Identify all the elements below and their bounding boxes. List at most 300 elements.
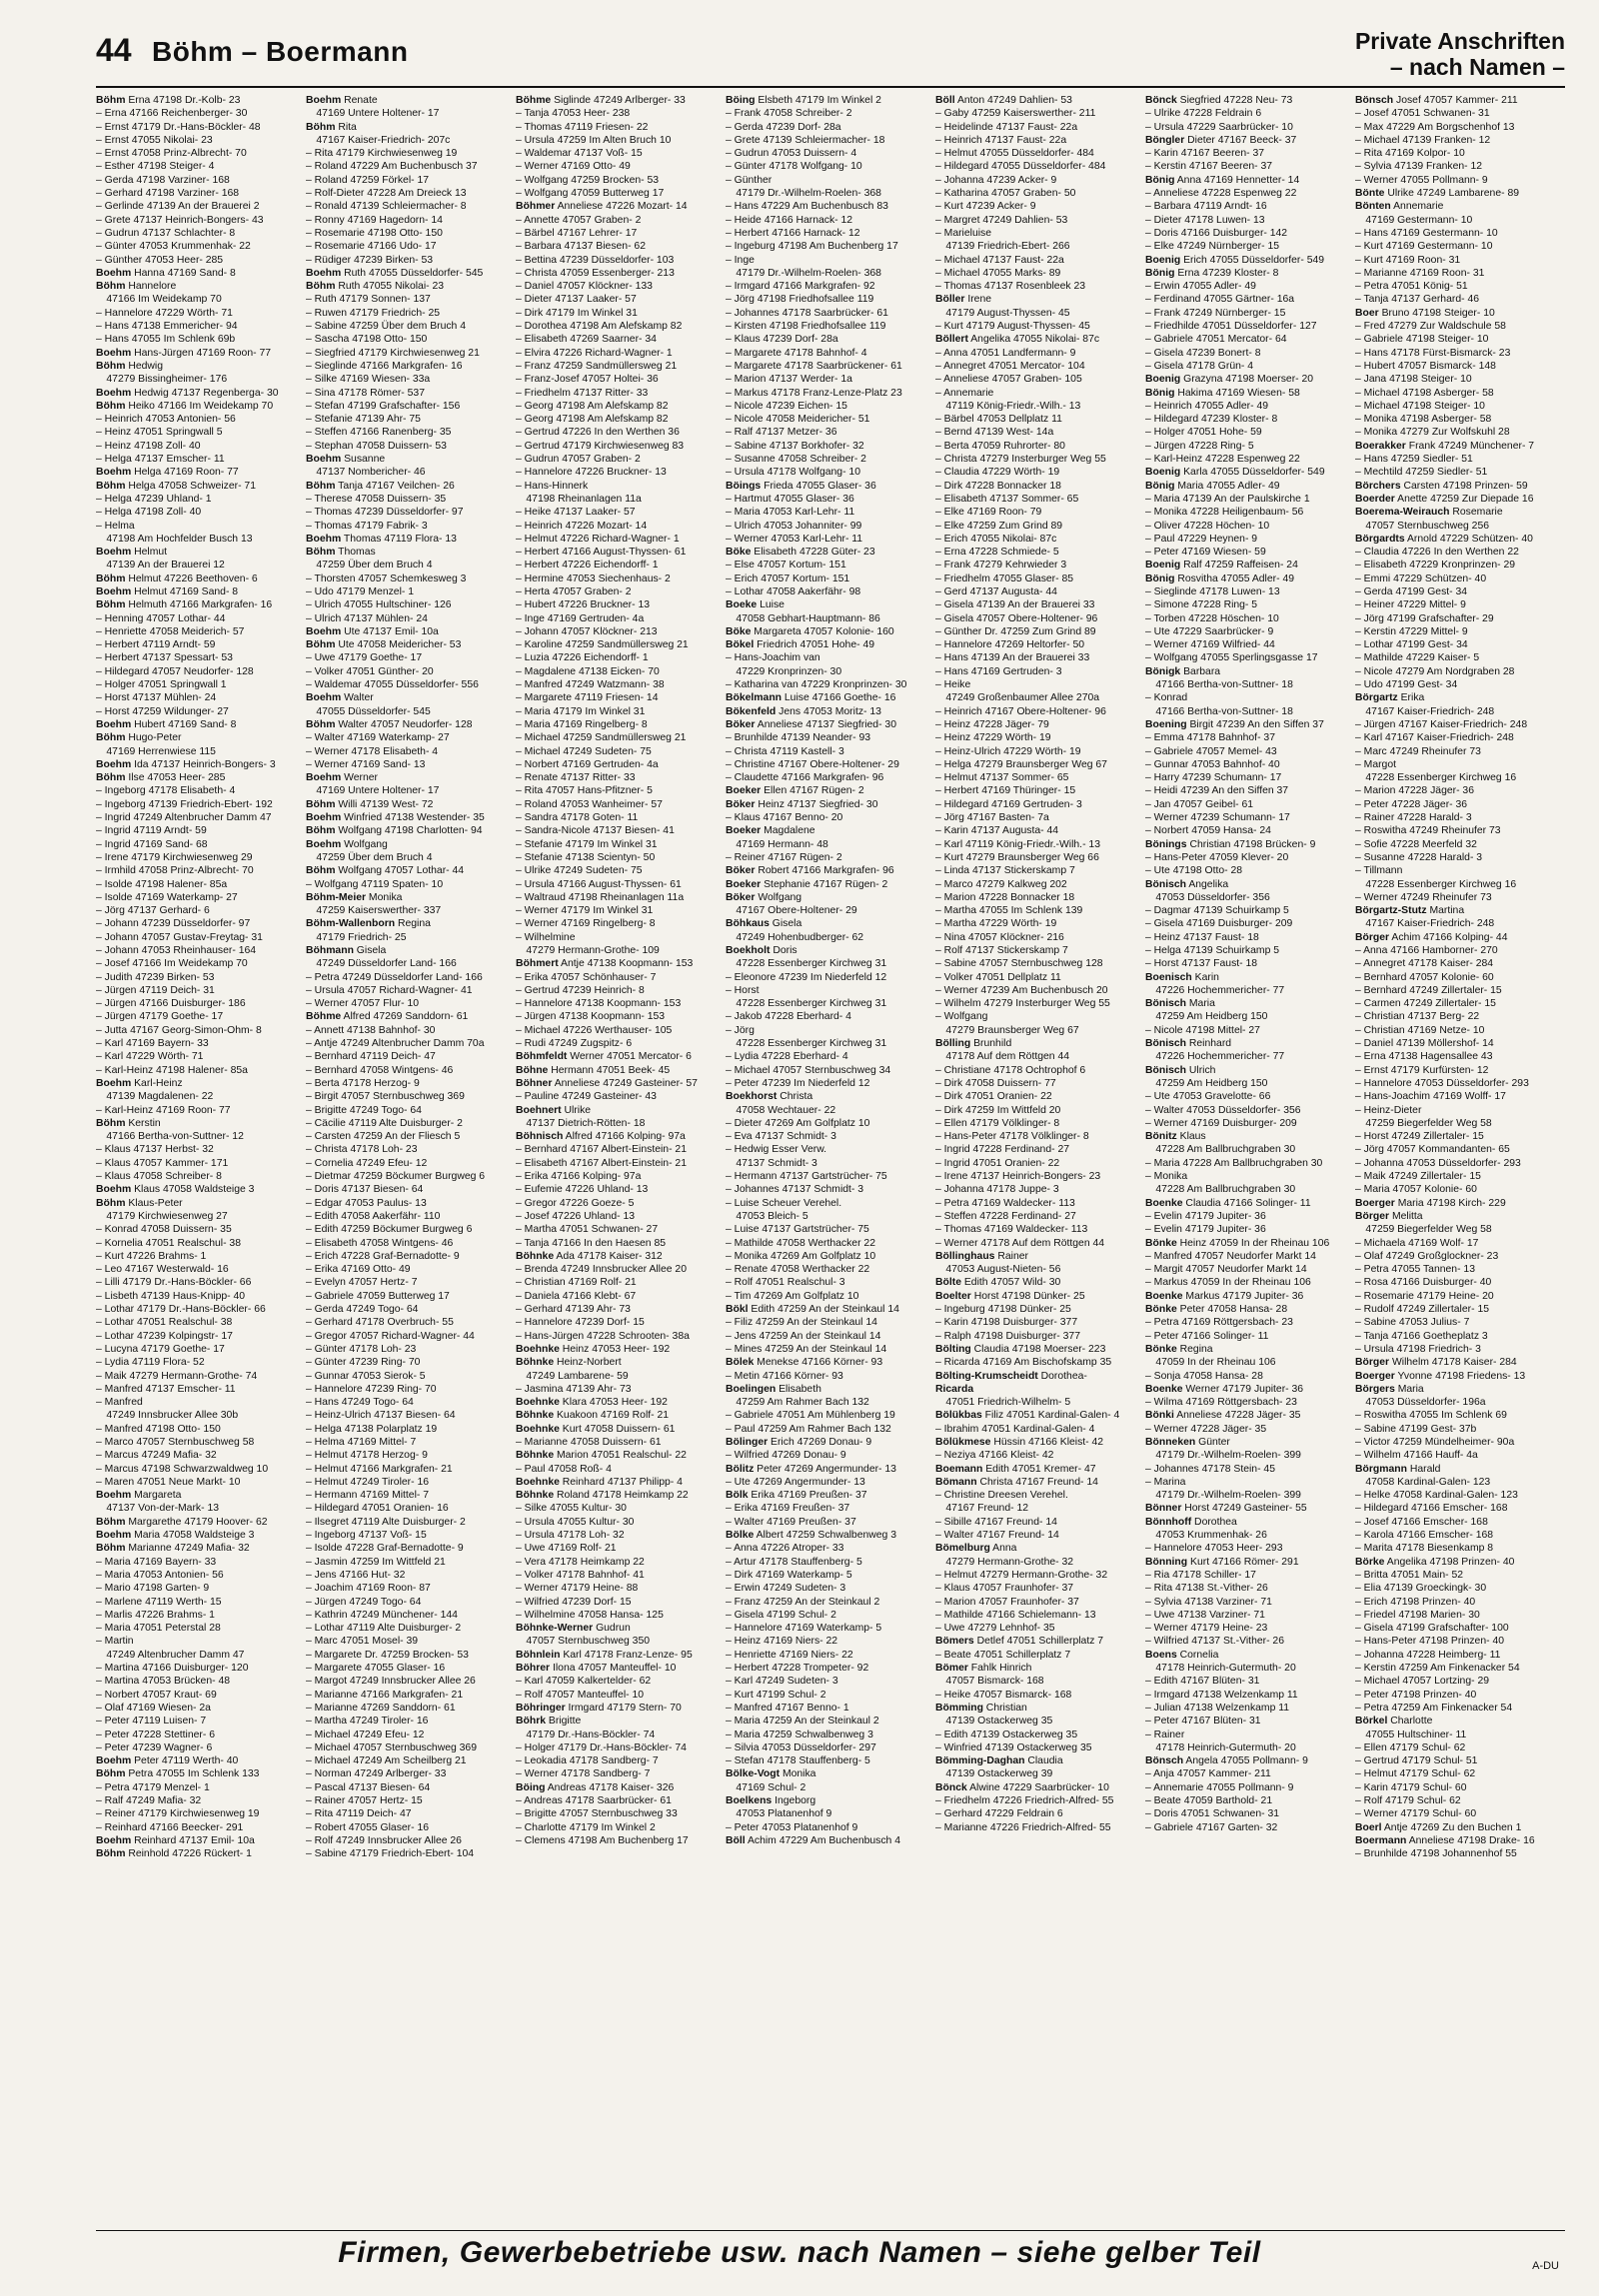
directory-entry: Böhkaus Gisela [726, 918, 802, 930]
directory-entry: – Waltraud 47198 Rheinanlagen 11a [516, 891, 685, 903]
directory-entry: – Hartmut 47055 Glaser- 36 [726, 493, 854, 505]
directory-entry: Boerl Antje 47269 Zu den Buchen 1 [1355, 1821, 1522, 1833]
directory-entry: – Dirk 47058 Duissern- 77 [935, 1077, 1056, 1089]
directory-entry: Boehm Helmut [96, 547, 168, 559]
directory-entry: 47057 Bismarck- 168 [935, 1676, 1044, 1688]
directory-entry: – Reinhard 47166 Beecker- 291 [96, 1821, 244, 1833]
directory-entry: – Michael 47139 Franken- 12 [1355, 134, 1491, 146]
directory-entry: – Charlotte 47179 Im Winkel 2 [516, 1821, 656, 1833]
directory-entry: Böhm Ilse 47053 Heer- 285 [96, 772, 226, 784]
directory-entry: 47169 Untere Holtener- 17 [306, 785, 440, 797]
directory-entry: – Günter 47239 Ring- 70 [306, 1357, 421, 1369]
directory-entry: – Vera 47178 Heimkamp 22 [516, 1556, 645, 1568]
directory-entry: – Monika 47198 Asberger- 58 [1355, 414, 1492, 426]
directory-entry: Böing Elsbeth 47179 Im Winkel 2 [726, 95, 881, 106]
directory-entry: – Kurt 47169 Gestermann- 10 [1355, 241, 1493, 253]
directory-entry: – Hans 47259 Siedler- 51 [1355, 454, 1473, 466]
directory-entry: – Roswitha 47055 Im Schlenk 69 [1355, 1410, 1507, 1422]
directory-entry: 47228 Am Ballbruchgraben 30 [1145, 1144, 1296, 1156]
directory-entry: 47228 Essenberger Kirchweg 31 [726, 958, 887, 970]
directory-entry: – Brunhilde 47139 Neander- 93 [726, 732, 870, 744]
directory-entry: Böhnke Kuakoon 47169 Rolf- 21 [516, 1410, 670, 1422]
directory-entry: 47179 Dr.-Wilhelm-Roelen- 399 [1145, 1450, 1301, 1462]
directory-entry: – Heinz 47169 Niers- 22 [726, 1636, 838, 1648]
directory-entry: – Franz 47259 An der Steinkaul 2 [726, 1596, 880, 1608]
directory-entry: – Nina 47057 Klöckner- 216 [935, 931, 1064, 943]
directory-column-3 [516, 94, 716, 2228]
directory-entry: – Leo 47167 Westerwald- 16 [96, 1264, 229, 1276]
directory-entry: Bömming-Daghan Claudia [935, 1755, 1063, 1767]
directory-entry: – Barbara 47137 Biesen- 62 [516, 241, 646, 253]
directory-entry: – Helmut 47137 Sommer- 65 [935, 772, 1069, 784]
directory-entry: – Marianne 47269 Sanddorn- 61 [306, 1702, 456, 1714]
directory-entry: – Martin [96, 1636, 134, 1648]
directory-entry: – Gabriele 47051 Am Mühlenberg 19 [726, 1410, 895, 1422]
directory-entry: 47053 Krummenhak- 26 [1145, 1530, 1267, 1542]
directory-entry: – Dagmar 47139 Schuirkamp 5 [1145, 905, 1289, 917]
directory-entry: – Margarete 47178 Saarbrückener- 61 [726, 360, 902, 372]
directory-entry: – Werner 47169 Wilfried- 44 [1145, 639, 1275, 651]
directory-entry: – Hannelore 47239 Dorf- 15 [516, 1317, 645, 1329]
directory-entry: – Kornelia 47051 Realschul- 38 [96, 1237, 241, 1249]
directory-entry: – Jan 47057 Geibel- 61 [1145, 798, 1254, 810]
directory-entry: – Heide 47166 Harnack- 12 [726, 214, 853, 226]
directory-entry: – Horst [726, 984, 760, 996]
directory-entry: – Peter 47167 Blüten- 31 [1145, 1716, 1261, 1727]
directory-entry: – Walter 47167 Freund- 14 [935, 1530, 1059, 1542]
directory-entry: – Wolfgang [935, 1011, 988, 1023]
directory-entry: 47167 Kaiser-Friedrich- 248 [1355, 705, 1495, 717]
directory-entry: – Rosemarie 47179 Heine- 20 [1355, 1290, 1494, 1302]
directory-entry: – Margarete Dr. 47259 Brocken- 53 [306, 1649, 469, 1661]
directory-entry: – Rudi 47249 Zugspitz- 6 [516, 1038, 633, 1050]
directory-entry: Boehm Ute 47137 Emil- 10a [306, 625, 439, 637]
directory-entry: – Susanne 47228 Harald- 3 [1355, 851, 1483, 863]
directory-entry: – Ursula 47259 Im Alten Bruch 10 [516, 134, 672, 146]
directory-entry: – Hannelore 47229 Wörth- 71 [96, 307, 233, 319]
directory-entry: Börgers Maria [1355, 1383, 1424, 1395]
directory-entry: – Gunnar 47053 Sierok- 5 [306, 1370, 426, 1382]
directory-entry: Boehm Renate [306, 95, 378, 106]
directory-entry: Boehm Hans-Jürgen 47169 Roon- 77 [96, 347, 272, 359]
directory-entry: 47139 Friedrich-Ebert- 266 [935, 241, 1070, 253]
directory-entry: – Jörg 47137 Gerhard- 6 [96, 905, 210, 917]
directory-entry: Boehm Reinhard 47137 Emil- 10a [96, 1834, 255, 1846]
directory-columns [96, 94, 1565, 2228]
directory-entry: – Jens 47166 Hut- 32 [306, 1569, 406, 1581]
directory-entry: Bölte Edith 47057 Wild- 30 [935, 1277, 1061, 1289]
directory-entry: – Werner 47178 Elisabeth- 4 [306, 745, 439, 757]
directory-entry: Bönte Ulrike 47249 Lambarene- 89 [1355, 188, 1520, 200]
directory-entry: – Edgar 47053 Paulus- 13 [306, 1197, 427, 1209]
directory-entry: Boermann Anneliese 47198 Drake- 16 [1355, 1834, 1535, 1846]
directory-entry: – Michael 47249 Sudeten- 75 [516, 745, 652, 757]
directory-entry: – Pauline 47249 Gasteiner- 43 [516, 1091, 657, 1103]
directory-entry: – Christian 47169 Rolf- 21 [516, 1277, 637, 1289]
directory-entry: – Gerda 47239 Dorf- 28a [726, 121, 841, 133]
directory-entry: – Rolf-Dieter 47228 Am Dreieck 13 [306, 188, 467, 200]
directory-entry: – Daniel 47139 Möllershof- 14 [1355, 1038, 1494, 1050]
directory-entry: – Hermann 47137 Gartstrücher- 75 [726, 1171, 887, 1183]
directory-entry: – Günther Dr. 47259 Zum Grind 89 [935, 625, 1096, 637]
directory-entry: Böhnisch Alfred 47166 Kolping- 97a [516, 1131, 686, 1143]
directory-entry: – Helga 47137 Emscher- 11 [96, 454, 225, 466]
directory-entry: – Gabriele 47059 Butterweg 17 [306, 1290, 450, 1302]
directory-entry: Böhm Heiko 47166 Im Weidekamp 70 [96, 400, 274, 412]
directory-entry: – Thomas 47137 Rosenbleek 23 [935, 281, 1085, 293]
directory-entry: – Herbert 47137 Spessart- 53 [96, 652, 233, 664]
directory-entry: – Ursula 47178 Wolfgang- 10 [726, 467, 860, 479]
directory-entry: – Rüdiger 47239 Birken- 53 [306, 254, 434, 266]
directory-entry: – Elisabeth 47229 Kronprinzen- 29 [1355, 560, 1516, 572]
directory-entry: – Filiz 47259 An der Steinkaul 14 [726, 1317, 877, 1329]
directory-entry: – Thomas 47239 Düsseldorfer- 97 [306, 507, 464, 519]
directory-entry: – Jana 47198 Steiger- 10 [1355, 374, 1472, 386]
directory-entry: – Rainer 47228 Harald- 3 [1355, 812, 1472, 824]
directory-entry: – Peter 47053 Platanenhof 9 [726, 1821, 858, 1833]
directory-entry: Boehm Helga 47169 Roon- 77 [96, 467, 239, 479]
directory-entry: – Helma [96, 520, 135, 532]
directory-entry: – Sandra 47178 Goten- 11 [516, 812, 639, 824]
directory-entry: Boenig Erich 47055 Düsseldorfer- 549 [1145, 254, 1325, 266]
directory-entry: – Oliver 47228 Höchen- 10 [1145, 520, 1270, 532]
directory-entry: Börger Melitta [1355, 1210, 1423, 1222]
directory-entry: – Inge [726, 254, 755, 266]
directory-entry: – Maria 47139 An der Paulskirche 1 [1145, 493, 1310, 505]
directory-entry: – Silke 47169 Wiesen- 33a [306, 374, 431, 386]
directory-entry: Böke Margareta 47057 Kolonie- 160 [726, 625, 894, 637]
directory-entry: – Marianne 47169 Roon- 31 [1355, 267, 1485, 279]
directory-entry: – Anneliese 47228 Espenweg 22 [1145, 188, 1297, 200]
directory-entry: – Helga 47139 Schuirkamp 5 [1145, 945, 1280, 956]
directory-entry: – Gerda 47198 Varziner- 168 [96, 174, 230, 186]
directory-entry: Böhmfeldt Werner 47051 Mercator- 6 [516, 1051, 692, 1063]
directory-entry: – Gertrud 47179 Kirchwiesenweg 83 [516, 440, 685, 452]
directory-entry: – Klaus 47137 Herbst- 32 [96, 1144, 214, 1156]
directory-entry: – Ellen 47179 Schul- 62 [1355, 1741, 1466, 1753]
directory-entry: – Kerstin 47167 Beeren- 37 [1145, 161, 1273, 173]
directory-entry: – Maik 47279 Hermann-Grothe- 74 [96, 1370, 258, 1382]
directory-entry: – Ingeborg 47139 Friedrich-Ebert- 192 [96, 798, 273, 810]
directory-entry: – Wilhelmine 47058 Hansa- 125 [516, 1609, 664, 1621]
directory-entry: – Franz 47259 Sandmüllersweg 21 [516, 360, 678, 372]
directory-entry: – Marlis 47226 Brahms- 1 [96, 1609, 215, 1621]
directory-entry: – Waldemar 47055 Düsseldorfer- 556 [306, 679, 479, 691]
directory-entry: – Petra 47249 Düsseldorfer Land- 166 [306, 971, 483, 983]
directory-entry: Boemann Edith 47051 Kremer- 47 [935, 1463, 1096, 1475]
directory-entry: – Christine 47167 Obere-Holtener- 29 [726, 758, 899, 770]
directory-entry: – Jürgen 47138 Koopmann- 153 [516, 1011, 666, 1023]
directory-entry: – Gertrud 47179 Schul- 51 [1355, 1755, 1478, 1767]
directory-entry: – Helmut 47179 Schul- 62 [1355, 1768, 1476, 1780]
directory-entry: 47179 Kirchwiesenweg 27 [96, 1210, 228, 1222]
directory-entry: – Roland 47053 Wanheimer- 57 [516, 798, 663, 810]
directory-entry: – Walter 47053 Düsseldorfer- 356 [1145, 1104, 1301, 1116]
directory-entry: 47053 Düsseldorfer- 196a [1355, 1397, 1486, 1409]
directory-entry: Boenke Werner 47179 Jupiter- 36 [1145, 1383, 1304, 1395]
directory-entry: 47198 Rheinanlagen 11a [516, 493, 642, 505]
section-title-line-1: Private Anschriften [1354, 28, 1565, 54]
directory-entry: – Helga 47198 Zoll- 40 [96, 507, 202, 519]
directory-entry: – Kathrin 47249 Münchener- 144 [306, 1609, 458, 1621]
directory-entry: – Isolde 47228 Graf-Bernadotte- 9 [306, 1543, 464, 1555]
directory-entry: – Sabine 47179 Friedrich-Ebert- 104 [306, 1848, 475, 1860]
directory-entry: Böhringer Irmgard 47179 Stern- 70 [516, 1702, 682, 1714]
directory-entry: – Margot [1355, 758, 1397, 770]
directory-entry: Boehm Hedwig 47137 Regenberga- 30 [96, 387, 279, 399]
directory-entry: – Marco 47279 Kalkweg 202 [935, 878, 1067, 890]
directory-entry: 47139 Ostackerweg 39 [935, 1768, 1053, 1780]
directory-entry: – Stefanie 47138 Scientyn- 50 [516, 851, 656, 863]
directory-entry: – Günter 47178 Loh- 23 [306, 1343, 417, 1355]
directory-entry: Böker Anneliese 47137 Siegfried- 30 [726, 718, 896, 730]
directory-entry: – Clemens 47198 Am Buchenberg 17 [516, 1834, 689, 1846]
directory-entry: – Daniel 47057 Klöckner- 133 [516, 281, 653, 293]
directory-entry: 47057 Sternbuschweg 350 [516, 1636, 651, 1648]
directory-entry: Boehm Winfried 47138 Westender- 35 [306, 812, 485, 824]
directory-entry: Bönck Siegfried 47228 Neu- 73 [1145, 95, 1293, 106]
directory-entry: – Uwe 47279 Lehnhof- 35 [935, 1623, 1055, 1635]
directory-entry: – Ernst 47179 Kurfürsten- 12 [1355, 1064, 1489, 1076]
directory-entry: Böhrer Ilona 47057 Manteuffel- 10 [516, 1663, 677, 1675]
directory-entry: – Hans-Joachim 47169 Wolff- 17 [1355, 1091, 1506, 1103]
directory-entry: – Horst 47137 Mühlen- 24 [96, 692, 217, 704]
directory-entry: – Sina 47178 Römer- 537 [306, 387, 425, 399]
directory-column-4 [726, 94, 925, 2228]
directory-entry: Boehm Margareta [96, 1490, 182, 1502]
directory-entry: Bönke Regina [1145, 1343, 1213, 1355]
directory-entry: – Wilhelm 47166 Hauff- 4a [1355, 1450, 1478, 1462]
directory-entry: 47055 Hultschiner- 11 [1355, 1728, 1467, 1740]
directory-entry: Böing Andreas 47178 Kaiser- 326 [516, 1781, 675, 1793]
directory-entry: – Max 47229 Am Borgschenhof 13 [1355, 121, 1515, 133]
directory-entry: – Renate 47137 Ritter- 33 [516, 772, 636, 784]
directory-entry: – Edith 47259 Böckumer Burgweg 6 [306, 1224, 473, 1236]
directory-entry: – Roswitha 47249 Rheinufer 73 [1355, 825, 1501, 837]
directory-entry: Bönning Kurt 47166 Römer- 291 [1145, 1556, 1299, 1568]
directory-entry: – Sabine 47259 Über dem Bruch 4 [306, 321, 467, 333]
directory-entry: – Heinz 47137 Faust- 18 [1145, 931, 1259, 943]
directory-entry: – Brenda 47249 Innsbrucker Allee 20 [516, 1264, 687, 1276]
directory-entry: – Jasmina 47139 Ahr- 73 [516, 1383, 632, 1395]
directory-entry: – Ronny 47169 Hagedorn- 14 [306, 214, 443, 226]
directory-entry: – Doris 47137 Biesen- 64 [306, 1184, 424, 1196]
directory-entry: – Maria 47169 Bayern- 33 [96, 1556, 217, 1568]
directory-entry: – Gabriele 47198 Steiger- 10 [1355, 334, 1489, 346]
directory-entry: – Maria 47169 Ringelberg- 8 [516, 718, 648, 730]
directory-entry: 47169 Herrenwiese 115 [96, 745, 216, 757]
directory-entry: – Maria 47051 Peterstal 28 [96, 1623, 221, 1635]
directory-entry: 47167 Kaiser-Friedrich- 248 [1355, 918, 1495, 930]
directory-entry: – Günter 47053 Krummenhak- 22 [96, 241, 251, 253]
directory-entry: – Rolf 47137 Stickerskamp 7 [935, 945, 1068, 956]
directory-entry: Boenke Claudia 47166 Solinger- 11 [1145, 1197, 1311, 1209]
directory-entry: 47228 Essenberger Kirchweg 31 [726, 998, 887, 1010]
directory-entry: – Uwe 47179 Goethe- 17 [306, 652, 423, 664]
directory-entry: 47249 Hohenbudberger- 62 [726, 931, 864, 943]
directory-entry: – Erna 47166 Reichenberger- 30 [96, 108, 248, 120]
directory-entry: – Christa 47059 Essenberger- 213 [516, 267, 675, 279]
directory-entry: Ricarda [935, 1383, 974, 1395]
directory-entry: – Wolfgang 47059 Butterweg 17 [516, 188, 665, 200]
directory-entry: – Hans 47055 Im Schlenk 69b [96, 334, 236, 346]
directory-entry: – Peter 47198 Prinzen- 40 [1355, 1689, 1477, 1701]
directory-entry: – Christian 47137 Berg- 22 [1355, 1011, 1480, 1023]
directory-entry: – Michael 47198 Asberger- 58 [1355, 387, 1494, 399]
directory-entry: 47167 Kaiser-Friedrich- 207c [306, 134, 451, 146]
directory-entry: 47259 Über dem Bruch 4 [306, 851, 433, 863]
directory-entry: – Lilli 47179 Dr.-Hans-Böckler- 66 [96, 1277, 252, 1289]
directory-entry: – Victor 47259 Mündelheimer- 90a [1355, 1436, 1515, 1448]
directory-entry: – Jutta 47167 Georg-Simon-Ohm- 8 [96, 1024, 262, 1036]
directory-entry: – Evelyn 47057 Hertz- 7 [306, 1277, 418, 1289]
directory-entry: Boerema-Weirauch Rosemarie [1355, 507, 1503, 519]
directory-entry: – Eleonore 47239 Im Niederfeld 12 [726, 971, 887, 983]
directory-entry: – Kurt 47179 August-Thyssen- 45 [935, 321, 1090, 333]
directory-entry: – Erna 47228 Schmiede- 5 [935, 547, 1059, 559]
directory-entry: 47279 Braunsberger Weg 67 [935, 1024, 1079, 1036]
directory-entry: – Rolf 47249 Innsbrucker Allee 26 [306, 1834, 462, 1846]
directory-entry: Bömelburg Anna [935, 1543, 1017, 1555]
directory-entry: – Werner 47228 Jäger- 35 [1145, 1423, 1267, 1435]
directory-entry: – Sylvia 47139 Franken- 12 [1355, 161, 1483, 173]
directory-entry: Bönnhoff Dorothea [1145, 1516, 1237, 1528]
directory-entry: – Maria 47259 An der Steinkaul 2 [726, 1716, 879, 1727]
directory-entry: – Carmen 47249 Zillertaler- 15 [1355, 998, 1496, 1010]
directory-entry: – Nicole 47279 Am Nordgraben 28 [1355, 665, 1515, 677]
directory-entry: – Konrad [1145, 692, 1188, 704]
directory-entry: Boeke Luise [726, 599, 785, 611]
directory-entry: – Hans 47178 Fürst-Bismarck- 23 [1355, 347, 1511, 359]
directory-entry: – Thomas 47169 Waldecker- 113 [935, 1224, 1088, 1236]
directory-entry: – Annett 47138 Bahnhof- 30 [306, 1024, 436, 1036]
directory-entry: – Ingeburg 47198 Dünker- 25 [935, 1304, 1071, 1316]
directory-entry: – Werner 47249 Rheinufer 73 [1355, 891, 1492, 903]
directory-entry: 47169 Hermann- 48 [726, 838, 828, 850]
directory-entry: – Hans-Jürgen 47228 Schrooten- 38a [516, 1330, 690, 1342]
directory-entry: – Ulrike 47249 Sudeten- 75 [516, 865, 643, 877]
directory-entry: – Petra 47169 Röttgersbach- 23 [1145, 1317, 1293, 1329]
directory-entry: – Hildegard 47169 Gertruden- 3 [935, 798, 1082, 810]
directory-entry: – Elia 47139 Groeckingk- 30 [1355, 1583, 1487, 1595]
directory-entry: – Gerhard 47229 Feldrain 6 [935, 1808, 1063, 1820]
directory-entry: Boer Bruno 47198 Steiger- 10 [1355, 307, 1495, 319]
directory-entry: Böller Irene [935, 294, 992, 306]
directory-entry: – Helke 47058 Kardinal-Galen- 123 [1355, 1490, 1518, 1502]
directory-entry: 47179 August-Thyssen- 45 [935, 307, 1070, 319]
directory-entry: Böhm Hannelore [96, 281, 177, 293]
directory-entry: – Helga 47279 Braunsberger Weg 67 [935, 758, 1107, 770]
directory-entry: Boens Cornelia [1145, 1649, 1219, 1661]
directory-entry: Bönings Christian 47198 Brücken- 9 [1145, 838, 1316, 850]
footer-rule [96, 2230, 1565, 2231]
directory-entry: – Johanna 47239 Acker- 9 [935, 174, 1057, 186]
directory-entry: 47279 Bissingheimer- 176 [96, 374, 228, 386]
directory-entry: 47055 Düsseldorfer- 545 [306, 705, 431, 717]
directory-entry: – Hans 47249 Togo- 64 [306, 1397, 414, 1409]
directory-entry: 47279 Hermann-Grothe- 32 [935, 1556, 1074, 1568]
directory-entry: – Rolf 47057 Manteuffel- 10 [516, 1689, 645, 1701]
directory-entry: – Karin 47179 Schul- 60 [1355, 1781, 1467, 1793]
directory-entry: – Erich 47198 Prinzen- 40 [1355, 1596, 1476, 1608]
directory-entry: 47053 August-Nieten- 56 [935, 1264, 1061, 1276]
directory-entry: – Walter 47169 Preußen- 37 [726, 1516, 856, 1528]
directory-entry: – Lydia 47119 Flora- 52 [96, 1357, 205, 1369]
directory-entry: – Erika 47166 Kolping- 97a [516, 1171, 642, 1183]
directory-entry: – Wolfgang 47259 Brocken- 53 [516, 174, 660, 186]
directory-entry: – Herbert 47228 Trompeter- 92 [726, 1663, 869, 1675]
directory-entry: – Rosa 47166 Duisburger- 40 [1355, 1277, 1492, 1289]
directory-entry: Boerakker Frank 47249 Münchener- 7 [1355, 440, 1535, 452]
directory-entry: – Sibille 47167 Freund- 14 [935, 1516, 1057, 1528]
directory-entry: 47259 Kaiserswerther- 337 [306, 905, 442, 917]
directory-entry: – Bettina 47239 Düsseldorfer- 103 [516, 254, 675, 266]
directory-entry: – Luise 47137 Gartstrücher- 75 [726, 1224, 869, 1236]
directory-entry: – Dirk 47259 Im Wittfeld 20 [935, 1104, 1061, 1116]
directory-entry: – Brigitte 47057 Sternbuschweg 33 [516, 1808, 678, 1820]
directory-entry: – Karl 47249 Sudeten- 3 [726, 1676, 838, 1688]
directory-entry: – Sabine 47199 Gest- 37b [1355, 1423, 1477, 1435]
directory-entry: Böhmert Antje 47138 Koopmann- 153 [516, 958, 694, 970]
directory-entry: – Helga 47239 Uhland- 1 [96, 493, 212, 505]
directory-entry: – Gisela 47239 Bonert- 8 [1145, 347, 1261, 359]
directory-entry: – Werner 47178 Sandberg- 7 [516, 1768, 651, 1780]
directory-entry: Börchers Carsten 47198 Prinzen- 59 [1355, 480, 1528, 492]
directory-entry: – Tim 47269 Am Golfplatz 10 [726, 1290, 859, 1302]
directory-entry: – Markus 47059 In der Rheinau 106 [1145, 1277, 1311, 1289]
name-range-title: Böhm – Boermann [152, 36, 409, 67]
directory-entry: – Werner 47057 Flur- 10 [306, 998, 420, 1010]
directory-entry: – Rolf 47179 Schul- 62 [1355, 1795, 1461, 1806]
directory-entry: Boerder Anette 47259 Zur Diepade 16 [1355, 493, 1534, 505]
directory-entry: – Karl-Heinz 47198 Halener- 85a [96, 1064, 248, 1076]
directory-entry: Böker Robert 47166 Markgrafen- 96 [726, 865, 894, 877]
directory-entry: – Maria 47053 Karl-Lehr- 11 [726, 507, 855, 519]
directory-entry: – Heike [935, 679, 971, 691]
directory-entry: – Elisabeth 47058 Wintgens- 46 [306, 1237, 454, 1249]
directory-entry: – Karl 47059 Kalkertelder- 62 [516, 1676, 652, 1688]
directory-entry: – Cornelia 47249 Efeu- 12 [306, 1157, 428, 1169]
directory-column-1 [96, 94, 296, 2228]
directory-entry: – Ingrid 47249 Altenbrucher Damm 47 [96, 812, 272, 824]
directory-entry: – Michael 47249 Efeu- 12 [306, 1728, 425, 1740]
directory-entry: – Eva 47137 Schmidt- 3 [726, 1131, 836, 1143]
directory-entry: – Peter 47119 Luisen- 7 [96, 1716, 207, 1727]
directory-entry: – Ingrid 47169 Sand- 68 [96, 838, 208, 850]
section-title-line-2: – nach Namen – [1389, 54, 1565, 80]
directory-entry: – Sieglinde 47166 Markgrafen- 16 [306, 360, 463, 372]
directory-entry: – Marianne 47226 Friedrich-Alfred- 55 [935, 1821, 1111, 1833]
directory-entry: – Stefan 47199 Grafschafter- 156 [306, 400, 461, 412]
directory-entry: – Petra 47169 Waldecker- 113 [935, 1197, 1075, 1209]
directory-entry: – Dieter 47137 Laaker- 57 [516, 294, 637, 306]
directory-entry: – Maik 47249 Zillertaler- 15 [1355, 1171, 1481, 1183]
directory-entry: – Johann 47057 Gustav-Freytag- 31 [96, 931, 263, 943]
directory-entry: – Gerlinde 47139 An der Brauerei 2 [96, 201, 260, 213]
directory-entry: – Jürgen 47119 Deich- 31 [96, 984, 215, 996]
directory-entry: 47259 Am Rahmer Bach 132 [726, 1397, 869, 1409]
directory-entry: – Wilma 47169 Röttgersbach- 23 [1145, 1397, 1297, 1409]
directory-entry: Boehm Werner [306, 772, 378, 784]
directory-entry: – Heidelinde 47137 Faust- 22a [935, 121, 1078, 133]
directory-entry: – Herbert 47166 Harnack- 12 [726, 227, 860, 239]
directory-entry: 47259 Am Heidberg 150 [1145, 1011, 1268, 1023]
directory-entry: 47053 Bleich- 5 [726, 1210, 808, 1222]
directory-entry: – Petra 47055 Tannen- 13 [1355, 1264, 1475, 1276]
directory-entry: – Sabine 47053 Julius- 7 [1355, 1317, 1470, 1329]
directory-entry: – Jürgen 47179 Goethe- 17 [96, 1011, 224, 1023]
directory-entry: 47058 Wechtauer- 22 [726, 1104, 836, 1116]
